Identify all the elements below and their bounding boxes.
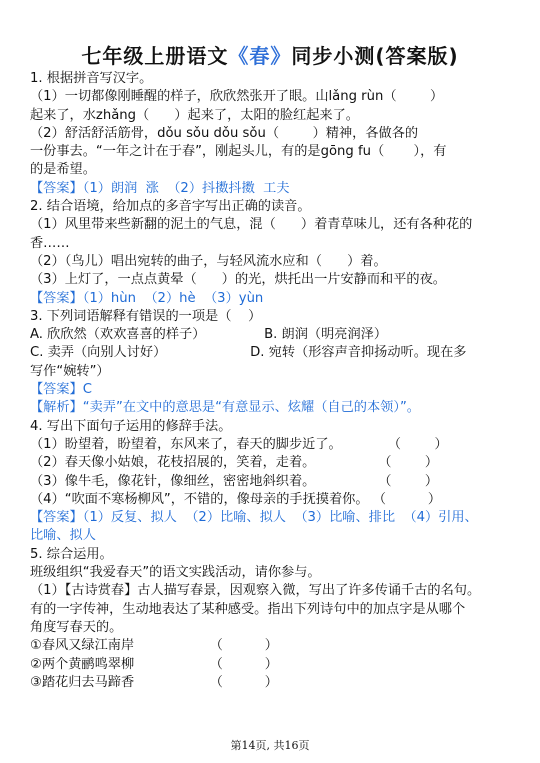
text-line: C. 卖弄（向别人讨好） D. 宛转（形容声音抑扬动听。现在多 bbox=[30, 345, 467, 361]
title-highlight: 《春》 bbox=[228, 44, 292, 68]
text-line: （3）像牛毛，像花针，像细丝，密密地斜织着。 （ ） bbox=[30, 473, 439, 489]
text-line: 角度写春天的。 bbox=[30, 619, 123, 635]
answer-line: 【答案】C bbox=[30, 382, 92, 398]
text-line: ②两个黄鹂鸣翠柳 （ ） bbox=[30, 656, 278, 672]
text-line: 的是希望。 bbox=[30, 162, 96, 178]
text-line: ③踏花归去马蹄香 （ ） bbox=[30, 674, 278, 690]
text-line: 5. 综合运用。 bbox=[30, 546, 113, 562]
text-line: 4. 写出下面句子运用的修辞手法。 bbox=[30, 418, 232, 434]
text-line: （2）春天像小姑娘，花枝招展的，笑着，走着。 （ ） bbox=[30, 455, 439, 471]
text-line: ①春风又绿江南岸 （ ） bbox=[30, 638, 278, 654]
title-rest: 同步小测(答案版) bbox=[291, 44, 459, 68]
text-line: 起来了，水zhǎng（ ）起来了，太阳的脸红起来了。 bbox=[30, 107, 359, 123]
answer-line: 比喻、拟人 bbox=[30, 528, 96, 544]
title-main: 七年级上册语文 bbox=[81, 44, 229, 68]
text-line: （4）“吹面不寒杨柳风”，不错的，像母亲的手抚摸着你。 （ ） bbox=[30, 491, 442, 507]
text-line: （2）（鸟儿）唱出宛转的曲子，与轻风流水应和（ ）着。 bbox=[30, 253, 387, 269]
text-line: 3. 下列词语解释有错误的一项是（ ） bbox=[30, 308, 262, 324]
text-line: （2）舒活舒活筋骨，dǒu sǒu dǒu sǒu（ ）精神，各做各的 bbox=[30, 125, 419, 141]
text-line: （1）风里带来些新翻的泥土的气息，混（ ）着青草味儿，还有各种花的 bbox=[30, 217, 473, 233]
text-line: 香…… bbox=[30, 235, 70, 251]
answer-line: 【答案】（1）反复、拟人 （2）比喻、拟人 （3）比喻、排比 （4）引用、 bbox=[30, 510, 478, 526]
text-line: A. 欣欣然（欢欢喜喜的样子） B. 朗润（明亮润泽） bbox=[30, 327, 388, 343]
text-line: 写作“婉转”） bbox=[30, 363, 110, 379]
answer-line: 【解析】“卖弄”在文中的意思是“有意显示、炫耀（自己的本领）”。 bbox=[30, 400, 420, 416]
page-footer: 第14页, 共16页 bbox=[230, 739, 310, 752]
text-line: 班级组织“我爱春天”的语文实践活动，请你参与。 bbox=[30, 565, 321, 581]
text-line: （3）上灯了，一点点黄晕（ ）的光，烘托出一片安静而和平的夜。 bbox=[30, 272, 446, 288]
text-line: （1）一切都像刚睡醒的样子，欣欣然张开了眼。山lǎng rùn（ ） bbox=[30, 89, 444, 105]
text-line: 2. 结合语境，给加点的多音字写出正确的读音。 bbox=[30, 199, 311, 215]
text-line: 1. 根据拼音写汉字。 bbox=[30, 71, 153, 86]
text-line: （1）盼望着，盼望着，东风来了，春天的脚步近了。 （ ） bbox=[30, 436, 448, 452]
text-line: 有的一字传神，生动地表达了某种感受。指出下列诗句中的加点字是从哪个 bbox=[30, 601, 466, 617]
text-line: （1）【古诗赏春】古人描写春景，因观察入微，写出了许多传诵千古的名句。 bbox=[30, 583, 481, 599]
page-title bbox=[0, 40, 540, 69]
text-line: 一份事去。“一年之计在于春”，刚起头儿，有的是gōng fu（ ），有 bbox=[30, 144, 447, 160]
answer-line: 【答案】（1）朗润 涨 （2）抖擞抖擞 工夫 bbox=[30, 180, 290, 196]
worksheet-content bbox=[30, 70, 516, 692]
answer-line: 【答案】（1）hùn （2）hè （3）yùn bbox=[30, 290, 264, 306]
